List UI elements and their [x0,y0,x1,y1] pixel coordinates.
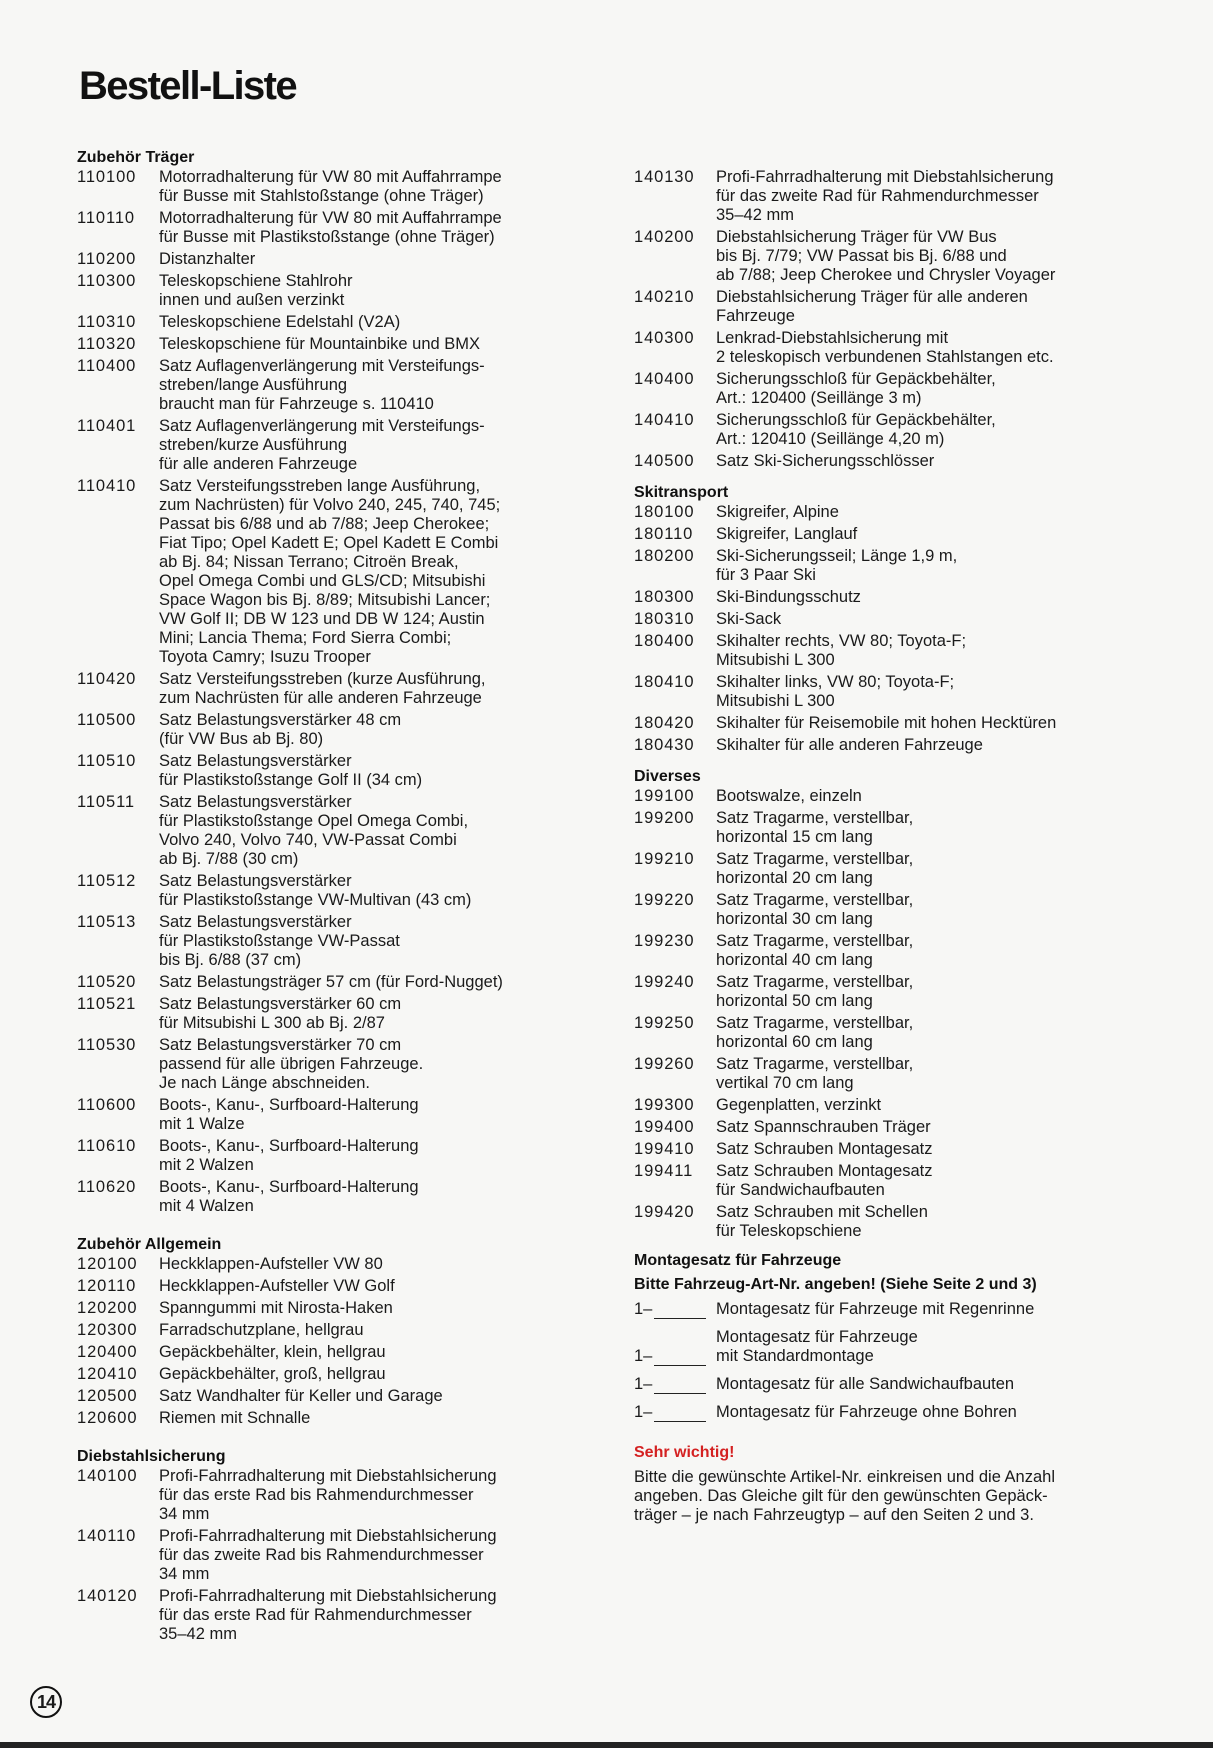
list-item [77,793,587,869]
article-description: Satz Versteifungsstreben (kurze Ausführung, zum Nachrüsten für alle anderen Fahrzeuge [159,670,486,707]
quantity-prefix-text: 1– [634,1347,653,1365]
list-item [634,452,1144,471]
article-description: Distanzhalter [159,250,256,268]
article-number: 199411 [634,1162,694,1180]
article-description: Satz Belastungsverstärker 60 cm für Mitsubishi L 300 ab Bj. 2/87 [159,995,402,1032]
article-number: 120400 [77,1343,138,1361]
article-number: 110420 [77,670,137,688]
list-item [634,809,1144,847]
article-description: Satz Tragarme, verstellbar, vertikal 70 cm lang [716,1055,914,1092]
article-description: Satz Auflagenverlängerung mit Versteifungs- streben/lange Ausführung braucht man für Fahrzeuge s. 110410 [159,357,485,413]
article-description: Satz Tragarme, verstellbar, horizontal 30 cm lang [716,891,914,928]
article-description: Riemen mit Schnalle [159,1409,311,1427]
article-number: 199220 [634,891,695,909]
section-title: Zubehör Allgemein [77,1236,222,1253]
quantity-blank-line [654,1379,706,1394]
article-number: 110520 [77,973,137,991]
article-number: 110200 [77,250,137,268]
article-number: 199240 [634,973,695,991]
article-number: 110320 [77,335,137,353]
important-note-title: Sehr wichtig! [634,1444,735,1461]
list-item [634,787,1144,806]
quantity-blank-line [654,1304,706,1319]
quantity-blank-line [654,1407,706,1422]
list-item [634,228,1144,285]
quantity-blank-line [654,1351,706,1366]
montage-list [634,1300,1144,1422]
list-item [634,525,1144,544]
article-description: Satz Tragarme, verstellbar, horizontal 20 cm lang [716,850,914,887]
list-item [634,673,1144,711]
list-item [634,610,1144,629]
article-description: Satz Tragarme, verstellbar, horizontal 15 cm lang [716,809,914,846]
article-number: 110521 [77,995,137,1013]
list-item [634,1118,1144,1137]
article-description: Satz Tragarme, verstellbar, horizontal 60 cm lang [716,1014,914,1051]
article-description: Satz Schrauben mit Schellen für Teleskopschiene [716,1203,928,1240]
article-description: Satz Spannschrauben Träger [716,1118,931,1136]
page-number: 14 [30,1686,62,1718]
article-number: 120410 [77,1365,138,1383]
article-number: 180100 [634,503,695,521]
list-item [77,357,587,414]
article-number: 110512 [77,872,137,890]
article-description: Skihalter für Reisemobile mit hohen Hecktüren [716,714,1057,732]
montage-description: Montagesatz für Fahrzeuge ohne Bohren [716,1403,1017,1421]
article-number: 120100 [77,1255,138,1273]
article-description: Sicherungsschloß für Gepäckbehälter, Art.: 120400 (Seillänge 3 m) [716,370,996,407]
section-title: Diverses [634,768,701,785]
section [634,767,1144,1241]
montage-item [634,1375,1144,1394]
article-description: Teleskopschiene für Mountainbike und BMX [159,335,481,353]
article-number: 180410 [634,673,695,691]
list-item [77,973,587,992]
list-item [77,711,587,749]
list-item [634,1014,1144,1052]
article-description: Satz Belastungsträger 57 cm (für Ford-Nugget) [159,973,503,991]
article-description: Motorradhalterung für VW 80 mit Auffahrrampe für Busse mit Stahlstoßstange (ohne Träger) [159,168,502,205]
article-description: Spanngummi mit Nirosta-Haken [159,1299,393,1317]
list-item [77,1365,587,1384]
article-description: Satz Schrauben Montagesatz für Sandwichaufbauten [716,1162,933,1199]
article-description: Motorradhalterung für VW 80 mit Auffahrrampe für Busse mit Plastikstoßstange (ohne Träger) [159,209,502,246]
article-number: 120600 [77,1409,138,1427]
article-number: 120200 [77,1299,138,1317]
list-item [77,313,587,332]
article-number: 110530 [77,1036,137,1054]
quantity-prefix-text: 1– [634,1375,653,1393]
article-number: 110300 [77,272,137,290]
list-item [77,1255,587,1274]
list-item [77,1387,587,1406]
quantity-prefix [634,1328,716,1366]
article-description: Satz Tragarme, verstellbar, horizontal 40 cm lang [716,932,914,969]
montage-item [634,1328,1144,1366]
list-item [77,335,587,354]
article-number: 199210 [634,850,695,868]
article-description: Heckklappen-Aufsteller VW Golf [159,1277,395,1295]
article-number: 199300 [634,1096,695,1114]
list-item [634,736,1144,755]
list-item [77,1321,587,1340]
article-description: Bootswalze, einzeln [716,787,862,805]
list-item [77,1587,587,1644]
article-number: 180420 [634,714,695,732]
montage-description: Montagesatz für alle Sandwichaufbauten [716,1375,1015,1393]
list-item [634,891,1144,929]
article-description: Profi-Fahrradhalterung mit Diebstahlsicherung für das erste Rad für Rahmendurchmesser 35–42 mm [159,1587,497,1643]
list-item [634,168,1144,225]
article-description: Lenkrad-Diebstahlsicherung mit 2 teleskopisch verbundenen Stahlstangen etc. [716,329,1054,366]
article-description: Profi-Fahrradhalterung mit Diebstahlsicherung für das zweite Rad bis Rahmendurchmesser 34 mm [159,1527,497,1583]
quantity-prefix-text: 1– [634,1300,653,1318]
article-description: Satz Belastungsverstärker 70 cm passend für alle übrigen Fahrzeuge. Je nach Länge abschneiden. [159,1036,424,1092]
article-number: 199420 [634,1203,695,1221]
article-number: 120500 [77,1387,138,1405]
article-description: Ski-Sicherungsseil; Länge 1,9 m, für 3 Paar Ski [716,547,958,584]
article-description: Ski-Sack [716,610,782,628]
list-item [77,209,587,247]
article-number: 140100 [77,1467,138,1485]
article-number: 140300 [634,329,695,347]
article-number: 110500 [77,711,137,729]
list-item [634,503,1144,522]
list-item [77,670,587,708]
article-number: 199200 [634,809,695,827]
article-description: Satz Schrauben Montagesatz [716,1140,933,1158]
right-sections [634,168,1144,1241]
article-number: 110610 [77,1137,137,1155]
article-number: 140410 [634,411,695,429]
list-item [77,272,587,310]
article-number: 110401 [77,417,137,435]
list-item [634,329,1144,367]
list-item [77,995,587,1033]
article-description: Gepäckbehälter, klein, hellgrau [159,1343,386,1361]
article-number: 110100 [77,168,137,186]
article-description: Gepäckbehälter, groß, hellgrau [159,1365,386,1383]
list-item [77,250,587,269]
article-number: 199100 [634,787,695,805]
list-item [634,1055,1144,1093]
article-number: 180310 [634,610,695,628]
article-number: 140200 [634,228,695,246]
list-item [77,477,587,667]
article-description: Skihalter für alle anderen Fahrzeuge [716,736,983,754]
list-item [634,850,1144,888]
article-description: Diebstahlsicherung Träger für VW Bus bis Bj. 7/79; VW Passat bis Bj. 6/88 und ab 7/88; Jeep Cherokee und Chrysler Voyager [716,228,1056,284]
list-item [77,168,587,206]
list-item [77,1036,587,1093]
article-number: 140500 [634,452,695,470]
section [77,1447,587,1644]
list-item [77,1277,587,1296]
list-item [634,547,1144,585]
list-item [77,1178,587,1216]
article-number: 199230 [634,932,695,950]
article-description: Skihalter links, VW 80; Toyota-F; Mitsubishi L 300 [716,673,955,710]
section [634,483,1144,755]
list-item [77,872,587,910]
article-description: Skihalter rechts, VW 80; Toyota-F; Mitsubishi L 300 [716,632,967,669]
list-item [634,1203,1144,1241]
left-column [77,148,587,1647]
list-item [77,1527,587,1584]
article-number: 140110 [77,1527,137,1545]
article-number: 120110 [77,1277,137,1295]
article-number: 140130 [634,168,695,186]
article-number: 120300 [77,1321,138,1339]
article-description: Boots-, Kanu-, Surfboard-Halterung mit 4 Walzen [159,1178,419,1215]
montage-description: Montagesatz für Fahrzeuge mit Standardmontage [716,1328,918,1365]
article-number: 199260 [634,1055,695,1073]
article-description: Profi-Fahrradhalterung mit Diebstahlsicherung für das zweite Rad für Rahmendurchmesser 35–42 mm [716,168,1054,224]
list-item [77,1343,587,1362]
article-number: 180110 [634,525,694,543]
montage-title: Montagesatz für Fahrzeuge [634,1252,842,1269]
list-item [77,1137,587,1175]
section [77,148,587,1216]
important-note-text: Bitte die gewünschte Artikel-Nr. einkreisen und die Anzahl angeben. Das Gleiche gilt für den gewünschten Gepäck- träger – je nach Fahrzeugtyp – auf den Seiten 2 und 3. [634,1468,1055,1524]
list-item [77,1299,587,1318]
article-number: 110620 [77,1178,137,1196]
list-item [634,932,1144,970]
list-item [77,913,587,970]
article-number: 199250 [634,1014,695,1032]
article-description: Farradschutzplane, hellgrau [159,1321,364,1339]
article-description: Ski-Bindungsschutz [716,588,861,606]
article-number: 110513 [77,913,137,931]
list-item [77,417,587,474]
quantity-prefix [634,1403,716,1422]
article-description: Satz Belastungsverstärker für Plastikstoßstange Golf II (34 cm) [159,752,423,789]
article-number: 180400 [634,632,695,650]
list-item [634,588,1144,607]
list-item [634,632,1144,670]
article-description: Heckklappen-Aufsteller VW 80 [159,1255,383,1273]
list-item [77,1467,587,1524]
bottom-rule [0,1742,1213,1748]
article-number: 180430 [634,736,695,754]
article-number: 110511 [77,793,136,811]
list-item [77,1096,587,1134]
article-number: 180200 [634,547,695,565]
list-item [77,1409,587,1428]
article-description: Sicherungsschloß für Gepäckbehälter, Art.: 120410 (Seillänge 4,20 m) [716,411,996,448]
quantity-prefix [634,1300,716,1319]
list-item [77,752,587,790]
article-description: Boots-, Kanu-, Surfboard-Halterung mit 2 Walzen [159,1137,419,1174]
article-number: 110600 [77,1096,137,1114]
section [634,168,1144,471]
section-title: Zubehör Träger [77,149,195,166]
article-description: Satz Tragarme, verstellbar, horizontal 50 cm lang [716,973,914,1010]
article-description: Profi-Fahrradhalterung mit Diebstahlsicherung für das erste Rad bis Rahmendurchmesser 34 mm [159,1467,497,1523]
quantity-prefix [634,1375,716,1394]
list-item [634,1162,1144,1200]
article-description: Skigreifer, Langlauf [716,525,858,543]
article-number: 140210 [634,288,695,306]
article-number: 110410 [77,477,137,495]
list-item [634,714,1144,733]
article-description: Boots-, Kanu-, Surfboard-Halterung mit 1 Walze [159,1096,419,1133]
montage-section [634,1251,1144,1422]
article-description: Satz Wandhalter für Keller und Garage [159,1387,443,1405]
list-item [634,973,1144,1011]
article-number: 110510 [77,752,137,770]
page-title: Bestell-Liste [79,64,297,108]
article-description: Satz Belastungsverstärker für Plastikstoßstange VW-Multivan (43 cm) [159,872,472,909]
article-description: Teleskopschiene Stahlrohr innen und außen verzinkt [159,272,353,309]
list-item [634,370,1144,408]
article-number: 140120 [77,1587,138,1605]
right-column [634,168,1144,1525]
montage-subtitle: Bitte Fahrzeug-Art-Nr. angeben! (Siehe Seite 2 und 3) [634,1276,1037,1293]
article-number: 199400 [634,1118,695,1136]
section [77,1235,587,1428]
montage-item [634,1403,1144,1422]
montage-item [634,1300,1144,1319]
montage-description: Montagesatz für Fahrzeuge mit Regenrinne [716,1300,1035,1318]
article-description: Teleskopschiene Edelstahl (V2A) [159,313,401,331]
article-description: Satz Auflagenverlängerung mit Versteifungs- streben/kurze Ausführung für alle anderen Fahrzeuge [159,417,485,473]
list-item [634,411,1144,449]
section-title: Diebstahlsicherung [77,1448,226,1465]
article-description: Satz Belastungsverstärker 48 cm (für VW Bus ab Bj. 80) [159,711,402,748]
article-description: Diebstahlsicherung Träger für alle anderen Fahrzeuge [716,288,1028,325]
article-description: Satz Versteifungsstreben lange Ausführung, zum Nachrüsten) für Volvo 240, 245, 740, 745; Passat bis 6/88 und ab 7/88; Jeep Cherokee; Fiat Tipo; Opel Kadett E; Opel Kadett E Combi ab Bj. 84; Nissan Terrano; Citroën Break, Opel Omega Combi und GLS/CD; Mitsubishi Space Wagon bis Bj. 8/89; Mitsubishi Lancer; VW Golf II; DB W 123 und DB W 124; Austin Mini; Lancia Thema; Ford Sierra Combi; Toyota Camry; Isuzu Trooper [159,477,501,666]
article-description: Satz Belastungsverstärker für Plastikstoßstange Opel Omega Combi, Volvo 240, Volvo 740, VW-Passat Combi ab Bj. 7/88 (30 cm) [159,793,469,868]
article-description: Satz Belastungsverstärker für Plastikstoßstange VW-Passat bis Bj. 6/88 (37 cm) [159,913,400,969]
article-number: 180300 [634,588,695,606]
list-item [634,1140,1144,1159]
list-item [634,288,1144,326]
article-description: Gegenplatten, verzinkt [716,1096,882,1114]
article-description: Skigreifer, Alpine [716,503,839,521]
article-number: 110110 [77,209,136,227]
article-number: 199410 [634,1140,695,1158]
article-description: Satz Ski-Sicherungsschlösser [716,452,935,470]
article-number: 110310 [77,313,137,331]
article-number: 110400 [77,357,137,375]
article-number: 140400 [634,370,695,388]
list-item [634,1096,1144,1115]
section-title: Skitransport [634,484,729,501]
quantity-prefix-text: 1– [634,1403,653,1421]
